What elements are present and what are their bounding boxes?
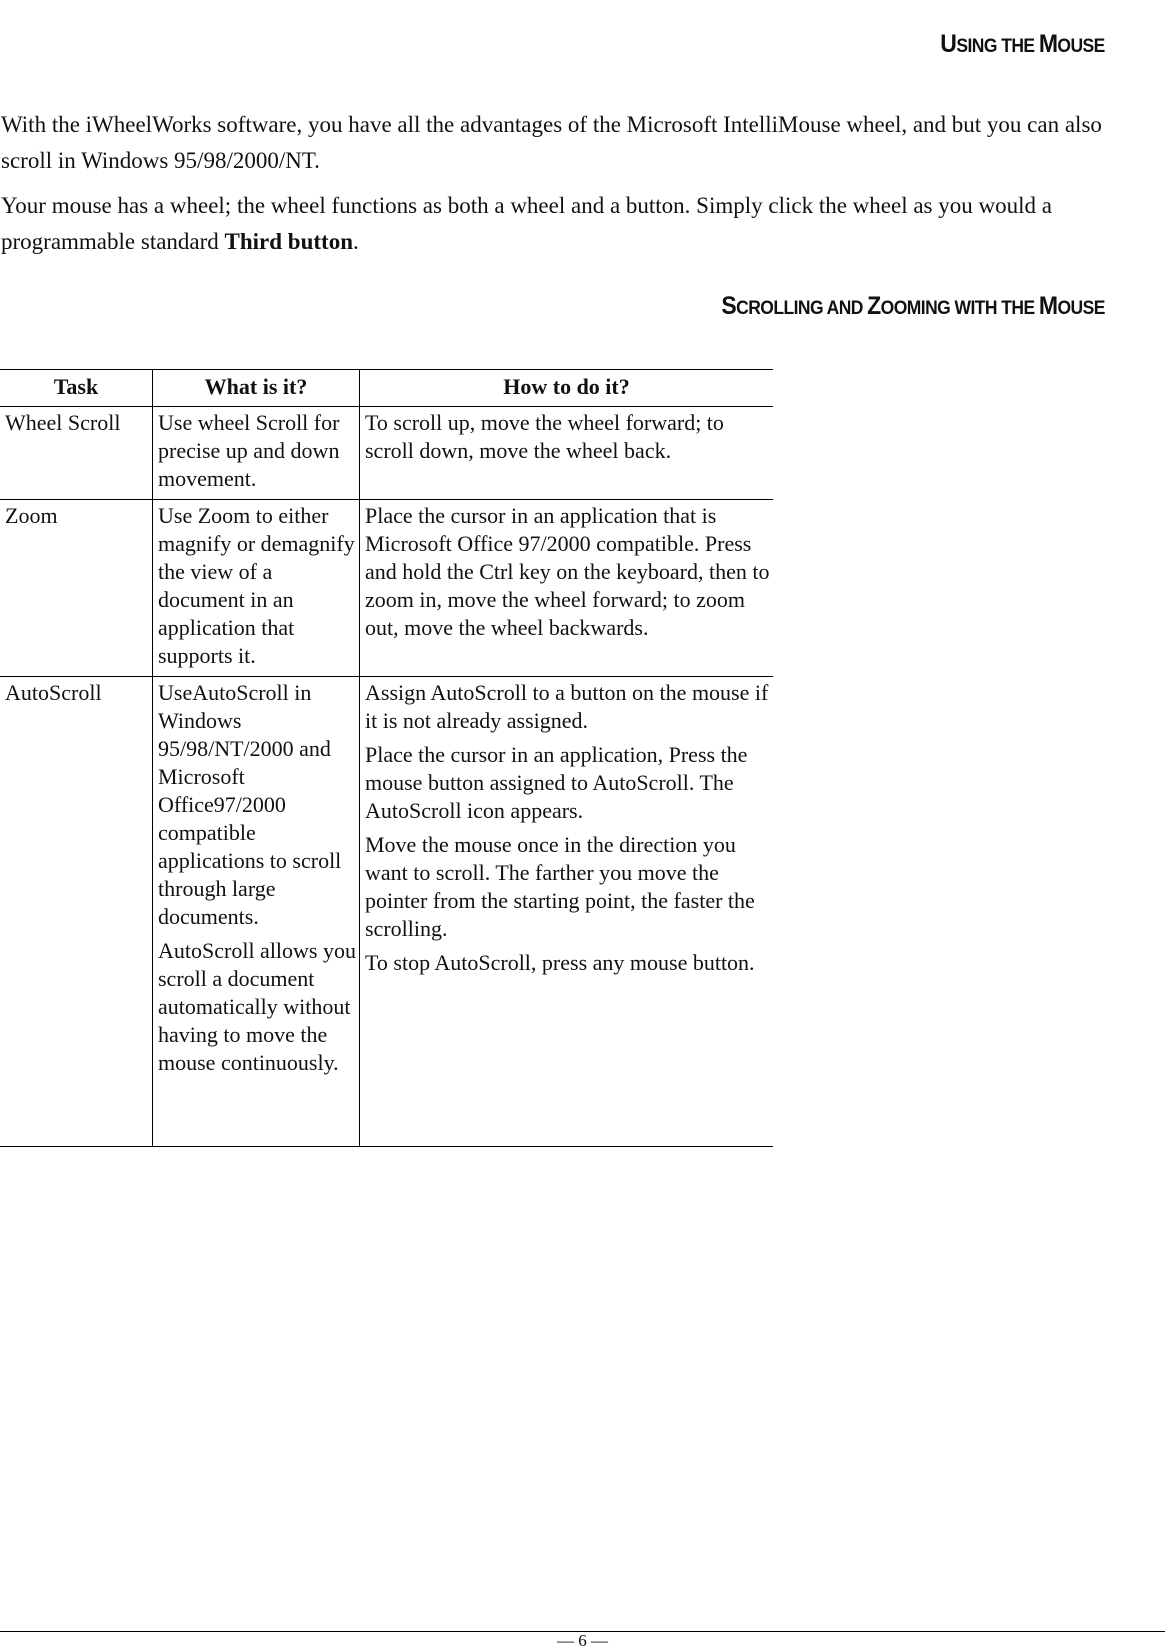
table-row — [0, 500, 773, 677]
how-cell: To scroll up, move the wheel forward; to scroll down, move the wheel back. — [360, 407, 774, 500]
table-row — [0, 677, 773, 1147]
how-cell: Assign AutoScroll to a button on the mouse if it is not already assigned. Place the cursor in an application, Press the mouse button assigned to AutoScroll. The AutoScroll icon appears. Move the mouse once in the direction you want to scroll. The farther you move the pointer from the starting point, the faster the scrolling. To stop AutoScroll, press any mouse button. — [360, 677, 774, 1147]
column-header-how: How to do it? — [360, 370, 774, 407]
what-cell: UseAutoScroll in Windows 95/98/NT/2000 and Microsoft Office97/2000 compatible applications to scroll through large documents. AutoScroll allows you scroll a document automatically without having to move the mouse continuously. — [153, 677, 360, 1147]
table-header-row — [0, 370, 773, 407]
what-cell: Use Zoom to either magnify or demagnify the view of a document in an application that supports it. — [153, 500, 360, 677]
wheel-paragraph: Your mouse has a wheel; the wheel functions as both a wheel and a button. Simply click the wheel as you would a programmable standard Third button. — [1, 193, 1052, 254]
section-heading-scrolling-zooming: SCROLLING AND ZOOMING WITH THE MOUSE — [721, 292, 1105, 320]
page-number: — 6 — — [557, 1631, 608, 1650]
intro-paragraph: With the iWheelWorks software, you have all the advantages of the Microsoft IntelliMouse wheel, and but you can also scroll in Windows 95/98/2000/NT. — [1, 112, 1102, 173]
task-cell: AutoScroll — [0, 677, 153, 1147]
how-cell: Place the cursor in an application that is Microsoft Office 97/2000 compatible. Press and hold the Ctrl key on the keyboard, then to zoom in, move the wheel forward; to zoom out, move the wheel backwards. — [360, 500, 774, 677]
mouse-tasks-table — [0, 369, 773, 1147]
table-row — [0, 407, 773, 500]
task-cell: Zoom — [0, 500, 153, 677]
third-button-term: Third button — [224, 229, 353, 254]
what-cell: Use wheel Scroll for precise up and down movement. — [153, 407, 360, 500]
column-header-what: What is it? — [153, 370, 360, 407]
section-heading-using-the-mouse: USING THE MOUSE — [940, 30, 1105, 58]
task-cell: Wheel Scroll — [0, 407, 153, 500]
column-header-task: Task — [0, 370, 153, 407]
